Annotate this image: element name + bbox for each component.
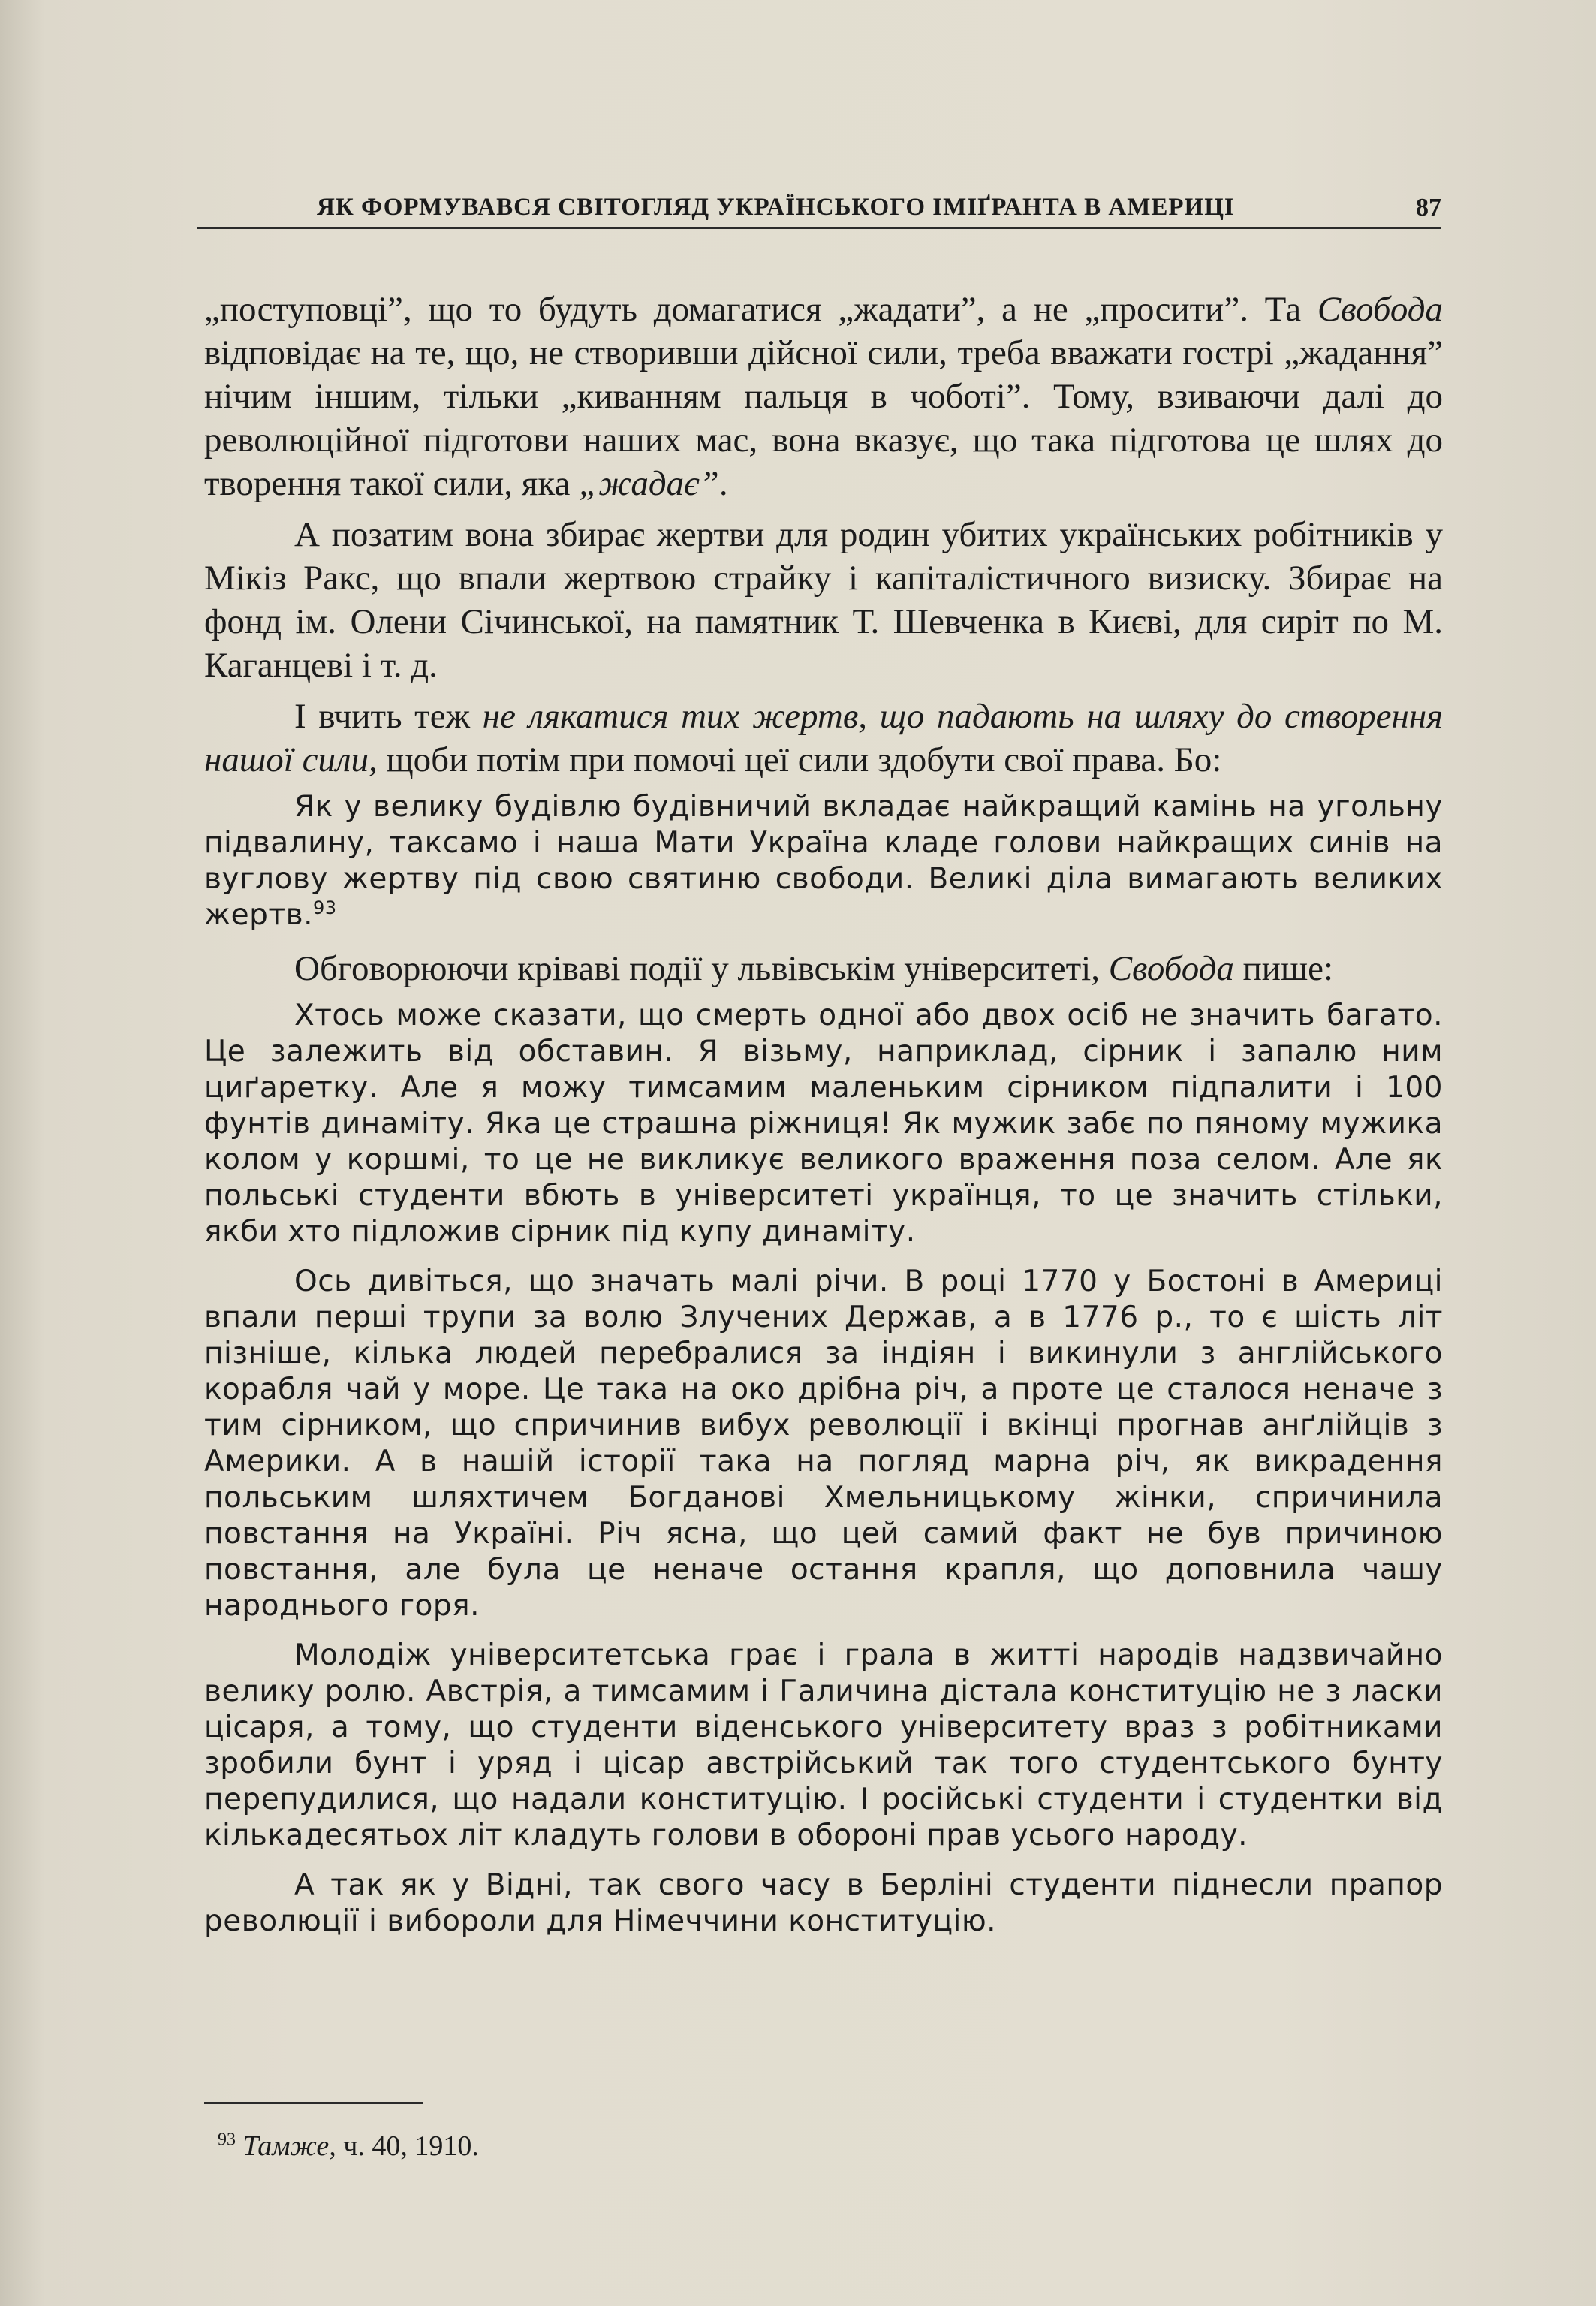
page-header <box>197 189 1441 229</box>
paragraph-4 <box>204 947 1443 990</box>
page-number: 87 <box>1416 194 1441 222</box>
paragraph-4-text-b: пише: <box>1233 949 1334 988</box>
quote-3: Ось дивіться, що значать малі річи. В році 1770 у Бостоні в Америці впали перші трупи за волю Злучених Держав, а в 1776 р., то є шість літ пізніше, кілька людей перебралися за індіян і викинули з англійського корабля чай у море. Це така на око дрібна річ, а проте це сталося неначе з тим сірником, що спричинив вибух революції і вкінці прогнав анґлійців з Америки. А в нашій історії така на погляд марна річ, як викрадення польським шляхтичем Богданові Хмельницькому жінки, спричинила повстання на Україні. Річ ясна, що цей самий факт не був причиною повстання, але була це неначе остання крапля, що доповнила чашу народнього горя. <box>204 1265 1443 1623</box>
paragraph-4-text-a: Обговорюючи кріваві події у львівськім університеті, <box>294 949 1109 988</box>
running-title: ЯК ФОРМУВАВСЯ СВІТОГЛЯД УКРАЇНСЬКОГО ІМІҐРАНТА В АМЕРИЦІ <box>317 194 1235 221</box>
newspaper-name: Свобода <box>1108 949 1234 988</box>
quote-1 <box>204 789 1443 933</box>
footnote-source: Тамже, <box>242 2130 336 2162</box>
footnote <box>218 2130 479 2163</box>
paragraph-1-text-a: „поступовці”, що то будуть домагатися „жадати”, а не „просити”. Та <box>204 290 1317 329</box>
quote-5: А так як у Відні, так свого часу в Берліні студенти піднесли прапор революції і виборoли для Німеччини конституцію. <box>204 1868 1443 1938</box>
paragraph-1-text-c: . <box>718 464 728 503</box>
paragraph-1 <box>204 288 1443 505</box>
footnote-divider <box>204 2102 423 2104</box>
quote-1-text: Як у велику будівлю будівничий вкладає найкращий камінь на угольну підвалину, таксамо і наша Мати Україна кладе голови найкращих синів на вуглову жертву під свою святиню свободи. Великі діла вимагають великих жертв. <box>204 790 1443 932</box>
footnote-number: 93 <box>218 2130 236 2150</box>
newspaper-name: Свобода <box>1317 290 1443 329</box>
paragraph-2: А позатим вона збирає жертви для родин убитих українських робітників у Мікіз Ракс, що впали жертвою страйку і капіталістичного визиску. Збирає на фонд ім. Олени Січинської, на памятник Т. Шевченка в Києві, для сиріт по М. Каганцеві і т. д. <box>204 515 1443 685</box>
paragraph-3 <box>204 695 1443 782</box>
quote-2: Хтось може сказати, що смерть одної або двох осіб не значить багато. Це залежить від обставин. Я візьму, наприклад, сірник і запалю ним циґаретку. Але я можу тимсамим маленьким сірником підпалити і 100 фунтів динаміту. Яка це страшна ріжниця! Як мужик забє по пяному мужика колом у коршмі, то це не викликує великого враження поза селом. Але як польські студенти вбють в університеті українця, то це значить стільки, якби хто підложив сірник під купу динаміту. <box>204 999 1443 1249</box>
paragraph-3-text-b: щоби потім при помочі цеї сили здобути свої права. Бо: <box>377 740 1222 779</box>
footnote-details: ч. 40, 1910. <box>336 2130 479 2162</box>
footnote-marker[interactable]: 93 <box>312 897 337 918</box>
page-body <box>204 288 1443 1953</box>
paragraph-1-text-b: відповідає на те, що, не створивши дійсної сили, треба вважати гострі „жадання” нічим іншим, тільки „киванням пальця в чоботі”. Тому, взиваючи далі до революційної підготови наших мас, вона вказує, що така підготова це шлях до творення такої сили, яка <box>204 333 1443 503</box>
quote-4: Молодіж університетська грає і грала в житті народів надзвичайно велику ролю. Австрія, а тимсамим і Галичина дістала конституцію не з ласки цісаря, а тому, що студенти віденського університету враз з робітниками зробили бунт і уряд і цісар австрійський так того студентського бунту перепудилися, що надали конституцію. І російські студенти і студентки від кількадесятьох літ кладуть голови в обороні прав усього народу. <box>204 1638 1443 1852</box>
paragraph-3-emphasis: не лякатися тих жертв, що падають на шляху до створення нашої сили, <box>204 697 1443 779</box>
emphasis-zhadaye: „жадає” <box>579 464 719 503</box>
paragraph-3-text-a: І вчить теж <box>294 697 483 736</box>
